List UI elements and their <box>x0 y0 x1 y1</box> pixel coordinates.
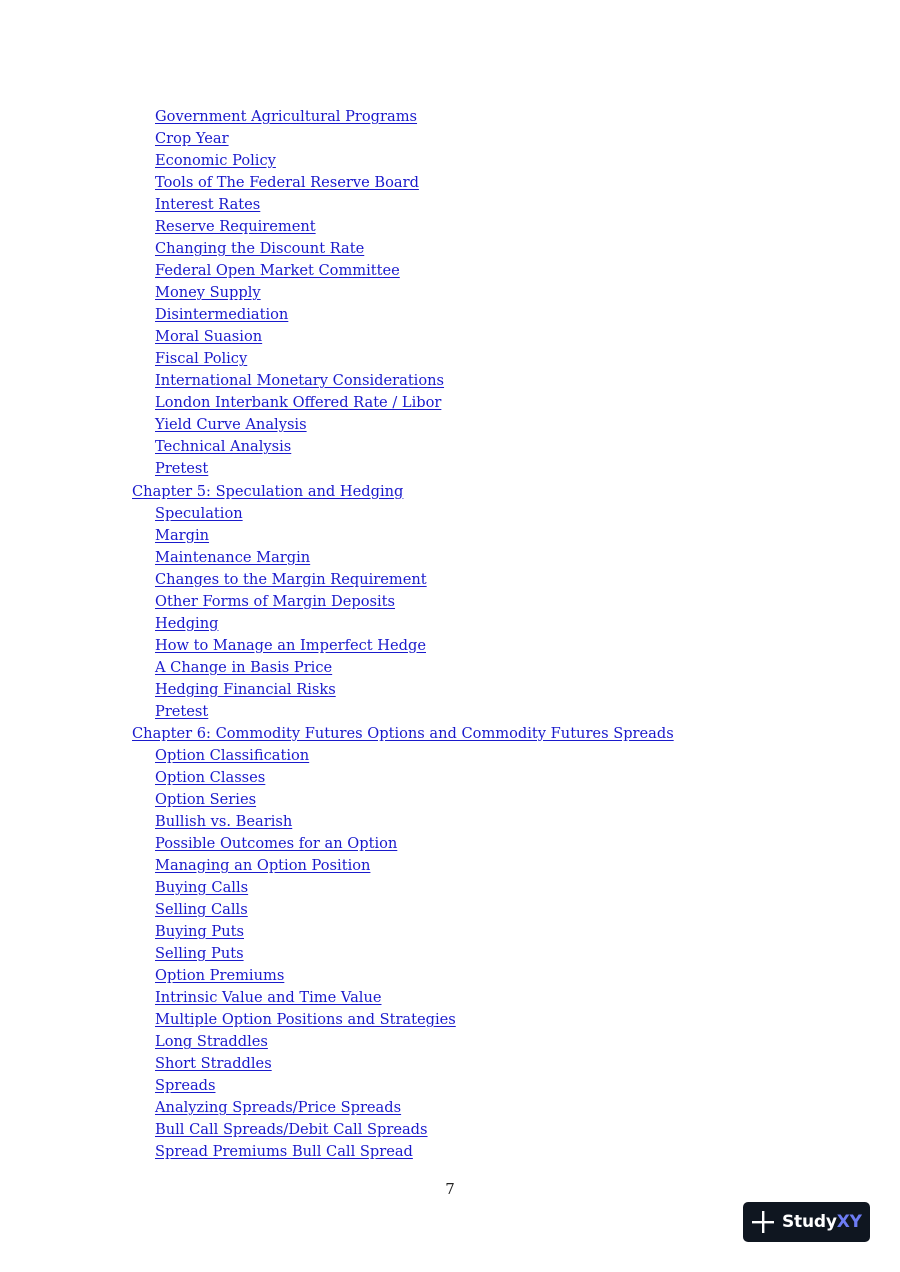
studyxy-badge[interactable] <box>743 1202 870 1242</box>
toc-section-link[interactable]: A Change in Basis Price <box>155 658 333 676</box>
toc-section-link[interactable]: Analyzing Spreads/Price Spreads <box>155 1099 402 1117</box>
toc-section-link[interactable]: Government Agricultural Programs <box>155 108 418 125</box>
toc-section-link[interactable]: Option Classes <box>155 768 266 786</box>
toc-section-link[interactable]: Pretest <box>155 702 209 720</box>
toc-section-link[interactable]: Selling Calls <box>155 901 248 919</box>
toc-section-link[interactable]: Pretest <box>155 460 209 478</box>
toc-section-link[interactable]: Moral Suasion <box>155 328 263 346</box>
toc-section-link[interactable]: Margin <box>155 526 210 544</box>
toc-section-link[interactable]: Speculation <box>155 504 243 522</box>
toc-section-link[interactable]: Changing the Discount Rate <box>155 240 365 258</box>
toc-section-link[interactable]: Hedging <box>155 614 219 632</box>
toc-section-link[interactable]: Disintermediation <box>155 306 289 324</box>
toc-section-link[interactable]: Changes to the Margin Requirement <box>155 570 427 588</box>
toc-section-link[interactable]: Managing an Option Position <box>155 857 371 875</box>
toc-section-link[interactable]: Reserve Requirement <box>155 218 316 236</box>
toc-section-link[interactable]: Possible Outcomes for an Option <box>155 834 398 852</box>
toc-section-link[interactable]: Spreads <box>155 1077 216 1095</box>
toc-section-link[interactable]: Tools of The Federal Reserve Board <box>155 174 419 192</box>
toc-section-link[interactable]: Buying Puts <box>155 923 244 941</box>
toc-chapter-link[interactable]: Chapter 6: Commodity Futures Options and Commodity Futures Spreads <box>132 724 674 742</box>
toc-section-link[interactable]: Multiple Option Positions and Strategies <box>155 1011 456 1029</box>
toc-section-link[interactable]: Long Straddles <box>155 1033 268 1051</box>
toc-section-link[interactable]: Buying Calls <box>155 879 249 897</box>
toc-section-link[interactable]: Federal Open Market Committee <box>155 262 400 280</box>
toc-section-link[interactable]: Option Series <box>155 790 257 808</box>
toc-section-link[interactable]: Selling Puts <box>155 945 244 963</box>
toc-section-link[interactable]: Hedging Financial Risks <box>155 680 336 698</box>
toc-section-link[interactable]: How to Manage an Imperfect Hedge <box>155 636 426 654</box>
toc-section-link[interactable]: Option Premiums <box>155 967 285 985</box>
toc-section-link[interactable]: Economic Policy <box>155 152 276 170</box>
toc-section-link[interactable]: Interest Rates <box>155 196 261 214</box>
toc-section-link[interactable]: Bullish vs. Bearish <box>155 812 293 830</box>
page-number: 7 <box>445 1180 455 1198</box>
toc-section-link[interactable]: Money Supply <box>155 284 261 302</box>
toc-section-link[interactable]: Option Classification <box>155 746 310 764</box>
plus-icon <box>751 1210 775 1234</box>
toc-section-link[interactable]: Intrinsic Value and Time Value <box>155 989 382 1007</box>
toc-section-link[interactable]: Yield Curve Analysis <box>155 416 307 434</box>
toc-section-link[interactable]: Maintenance Margin <box>155 548 311 566</box>
toc-section-link[interactable]: Technical Analysis <box>155 438 292 456</box>
toc-section-link[interactable]: London Interbank Offered Rate / Libor <box>155 394 442 412</box>
toc-section-link[interactable]: Other Forms of Margin Deposits <box>155 592 396 610</box>
studyxy-logo-text: StudyXY <box>782 1212 862 1232</box>
toc-section-link[interactable]: Short Straddles <box>155 1055 272 1073</box>
toc-section-link[interactable]: Fiscal Policy <box>155 350 248 368</box>
toc-section-link[interactable]: Crop Year <box>155 130 229 148</box>
toc-section-link[interactable]: Bull Call Spreads/Debit Call Spreads <box>155 1121 428 1139</box>
toc-chapter-link[interactable]: Chapter 5: Speculation and Hedging <box>132 482 404 500</box>
toc-section-link[interactable]: International Monetary Considerations <box>155 372 445 390</box>
toc-section-link[interactable]: Spread Premiums Bull Call Spread <box>155 1143 413 1161</box>
